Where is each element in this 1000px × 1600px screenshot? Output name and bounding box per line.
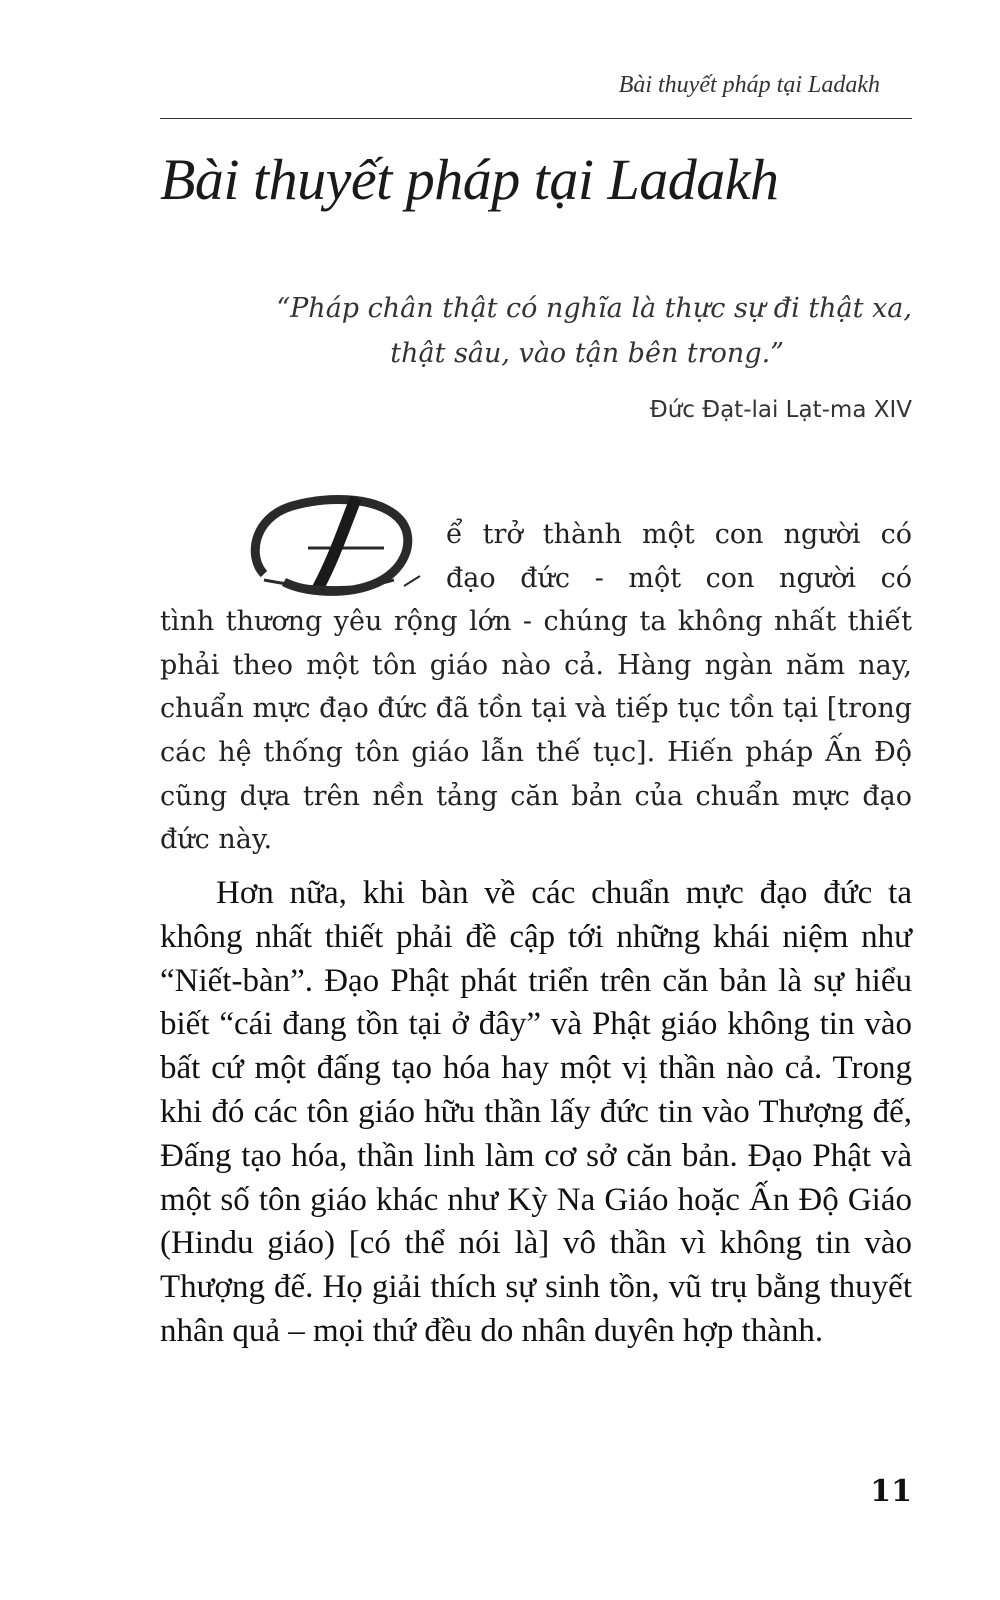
paragraph-1-line-2: đạo đức - một con người có: [446, 562, 912, 594]
epigraph-attribution: Đức Đạt-lai Lạt-ma XIV: [649, 397, 912, 423]
chapter-title: Bài thuyết pháp tại Ladakh: [160, 147, 779, 212]
epigraph-quote: [160, 286, 912, 376]
page-number: 11: [870, 1474, 912, 1509]
paragraph-2: Hơn nữa, khi bàn về các chuẩn mực đạo đức ta không nhất thiết phải đề cập tới những khái niệm như “Niết-bàn”. Đạo Phật phát triển trên căn bản là sự hiểu biết “cái đang tồn tại ở đây” và Phật giáo không tin vào bất cứ một đấng tạo hóa hay một vị thần nào cả. Trong khi đó các tôn giáo hữu thần lấy đức tin vào Thượng đế, Đấng tạo hóa, thần linh làm cơ sở căn bản. Đạo Phật và một số tôn giáo khác như Kỳ Na Giáo hoặc Ấn Độ Giáo (Hindu giáo) [có thể nói là] vô thần vì không tin vào Thượng đế. Họ giải thích sự sinh tồn, vũ trụ bằng thuyết nhân quả – mọi thứ đều do nhân duyên hợp thành.: [160, 875, 912, 1349]
running-header: Bài thuyết pháp tại Ladakh: [618, 72, 880, 98]
paragraph-1-rest: tình thương yêu rộng lớn - chúng ta không nhất thiết phải theo một tôn giáo nào cả. Hàng ngàn năm nay, chuẩn mực đạo đức đã tồn tại và tiếp tục tồn tại [trong các hệ thống tôn giáo lẫn thế tục]. Hiến pháp Ấn Độ cũng dựa trên nền tảng căn bản của chuẩn mực đạo đức này.: [160, 606, 912, 856]
epigraph-line-1: “Pháp chân thật có nghĩa là thực sự đi thật xa,: [276, 293, 912, 324]
header-rule: [160, 118, 912, 119]
paragraph-1: [160, 513, 912, 862]
epigraph-line-2: thật sâu, vào tận bên trong.”: [390, 338, 784, 369]
paragraph-1-line-1: ể trở thành một con người có: [446, 519, 912, 550]
